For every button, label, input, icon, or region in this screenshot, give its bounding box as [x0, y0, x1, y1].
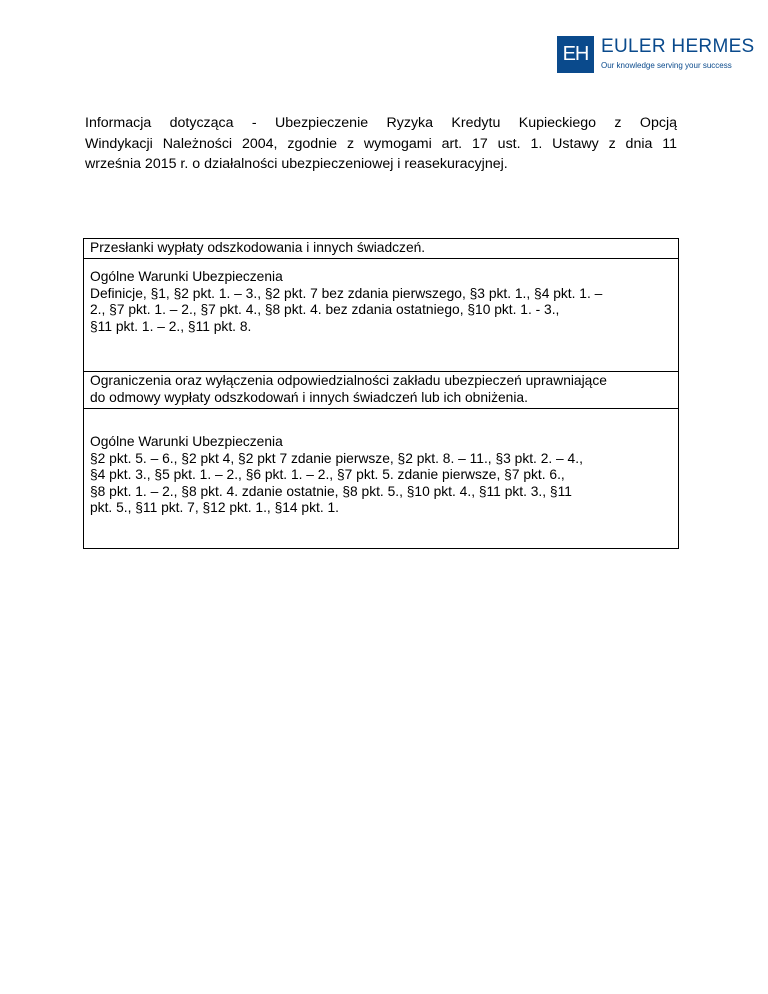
section2-heading-line: do odmowy wypłaty odszkodowań i innych świadczeń lub ich obniżenia. — [90, 389, 528, 405]
logo-text — [601, 36, 755, 71]
section1-line: §11 pkt. 1. – 2., §11 pkt. 8. — [90, 318, 252, 334]
section1-subheading: Ogólne Warunki Ubezpieczenia — [90, 269, 283, 284]
logo-tagline: Our knowledge serving your success — [601, 61, 732, 70]
section1-heading-cell — [84, 239, 678, 259]
section1-heading: Przesłanki wypłaty odszkodowania i innych świadczeń. — [90, 240, 426, 255]
section2-line: pkt. 5., §11 pkt. 7, §12 pkt. 1., §14 pkt. 1. — [90, 500, 340, 515]
logo-mark-icon: EH — [557, 36, 594, 73]
section2-content-cell — [84, 409, 678, 548]
section1-line: 2., §7 pkt. 1. – 2., §7 pkt. 4., §8 pkt. 4. bez zdania ostatniego, §10 pkt. 1. - 3., — [90, 302, 560, 317]
section1-content-cell — [84, 259, 678, 372]
section2-heading-cell — [84, 372, 678, 409]
section2-line: §4 pkt. 3., §5 pkt. 1. – 2., §6 pkt. 1. – 2., §7 pkt. 5. zdanie pierwsze, §7 pkt. 6., — [90, 467, 565, 482]
section2-line: §2 pkt. 5. – 6., §2 pkt 4, §2 pkt 7 zdanie pierwsze, §2 pkt. 8. – 11., §3 pkt. 2. – 4., — [90, 450, 583, 466]
intro-line: Informacja dotycząca - Ubezpieczenie Ryzyka Kredytu Kupieckiego z Opcją — [85, 115, 677, 131]
intro-line: Windykacji Należności 2004, zgodnie z wymogami art. 17 ust. 1. Ustawy z dnia 11 — [85, 135, 677, 152]
section2-line: §8 pkt. 1. – 2., §8 pkt. 4. zdanie ostatnie, §8 pkt. 5., §10 pkt. 4., §11 pkt. 3., §11 — [90, 483, 572, 499]
intro-line: września 2015 r. o działalności ubezpieczeniowej i reasekuracyjnej. — [85, 156, 508, 172]
intro-paragraph — [85, 113, 677, 175]
info-table — [83, 238, 679, 549]
section1-line: Definicje, §1, §2 pkt. 1. – 3., §2 pkt. 7 bez zdania pierwszego, §3 pkt. 1., §4 pkt. 1. – — [90, 285, 603, 301]
section2-heading-line: Ograniczenia oraz wyłączenia odpowiedzialności zakładu ubezpieczeń uprawniające — [90, 373, 607, 388]
section2-subheading: Ogólne Warunki Ubezpieczenia — [90, 434, 283, 449]
euler-hermes-logo — [557, 36, 755, 73]
logo-name: EULER HERMES — [601, 36, 755, 57]
